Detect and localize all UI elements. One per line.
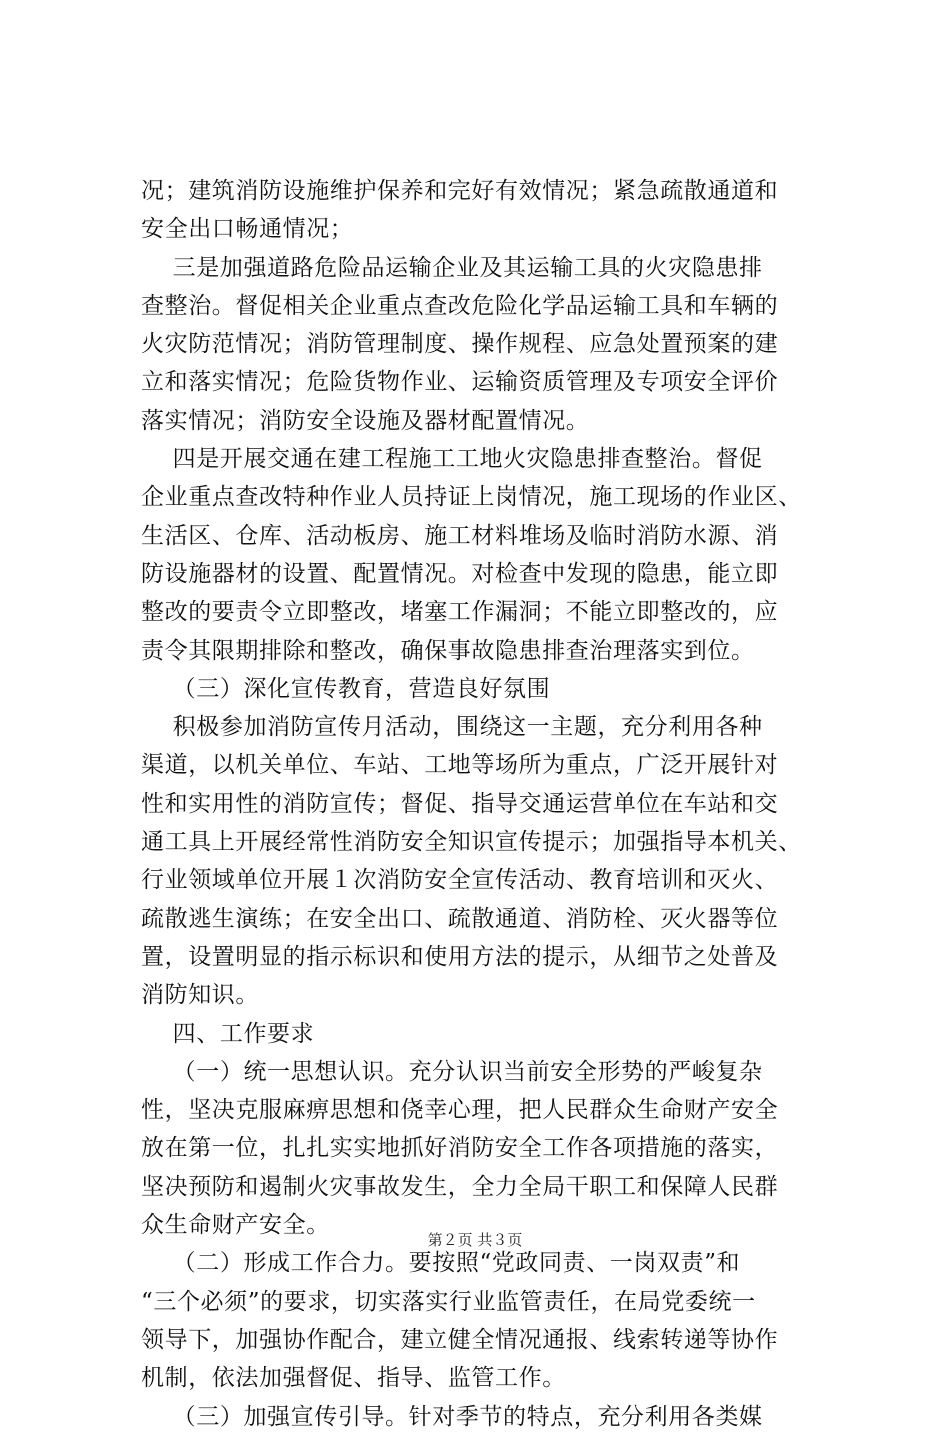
text-line: 企业重点查改特种作业人员持证上岗情况，施工现场的作业区、 (141, 484, 802, 511)
text-line: 领导下，加强协作配合，建立健全情况通报、线索转递等协作 (141, 1326, 779, 1353)
text-line: 行业领域单位开展１次消防安全宣传活动、教育培训和灭火、 (141, 867, 779, 894)
text-line: （一）统一思想认识。充分认识当前安全形势的严峻复杂 (141, 1058, 763, 1085)
text-line: 坚决预防和遏制火灾事故发生，全力全局干职工和保障人民群 (141, 1173, 779, 1200)
text-line: 安全出口畅通情况； (141, 216, 354, 243)
text-line: 放在第一位，扎扎实实地抓好消防安全工作各项措施的落实， (141, 1135, 779, 1162)
text-line: 整改的要责令立即整改，堵塞工作漏洞；不能立即整改的，应 (141, 599, 779, 626)
text-line: 生活区、仓库、活动板房、施工材料堆场及临时消防水源、消 (141, 522, 779, 549)
page-footer: 第２页 共３页 (427, 1231, 523, 1249)
text-line: 积极参加消防宣传月活动，围绕这一主题，充分利用各种 (141, 714, 763, 741)
text-line: 立和落实情况；危险货物作业、运输资质管理及专项安全评价 (141, 369, 779, 396)
text-line: 置，设置明显的指示标识和使用方法的提示，从细节之处普及 (141, 943, 779, 970)
text-line: （三）加强宣传引导。针对季节的特点，充分利用各类媒 (141, 1403, 763, 1430)
text-line: 机制，依法加强督促、指导、监管工作。 (141, 1365, 566, 1392)
text-line: 性，坚决克服麻痹思想和侥幸心理，把人民群众生命财产安全 (141, 1097, 779, 1124)
text-line: 查整治。督促相关企业重点查改危险化学品运输工具和车辆的 (141, 292, 779, 319)
text-line: 渠道，以机关单位、车站、工地等场所为重点，广泛开展针对 (141, 752, 779, 779)
text-line: 责令其限期排除和整改，确保事故隐患排查治理落实到位。 (141, 637, 755, 664)
text-line: 火灾防范情况；消防管理制度、操作规程、应急处置预案的建 (141, 331, 779, 358)
text-line: 消防知识。 (141, 982, 259, 1009)
text-line: 落实情况；消防安全设施及器材配置情况。 (141, 407, 590, 434)
text-line: 通工具上开展经常性消防安全知识宣传提示；加强指导本机关、 (141, 829, 802, 856)
text-line: 防设施器材的设置、配置情况。对检查中发现的隐患，能立即 (141, 560, 779, 587)
text-line: 四、工作要求 (141, 1020, 315, 1047)
text-line: 众生命财产安全。 (141, 1212, 330, 1239)
text-line: （二）形成工作合力。要按照“党政同责、一岗双责”和 (141, 1250, 741, 1277)
text-line: 四是开展交通在建工程施工工地火灾隐患排查整治。督促 (141, 446, 763, 473)
text-line: 性和实用性的消防宣传；督促、指导交通运营单位在车站和交 (141, 790, 779, 817)
text-line: 疏散逃生演练；在安全出口、疏散通道、消防栓、灭火器等位 (141, 905, 779, 932)
text-line: “三个必须”的要求，切实落实行业监管责任，在局党委统一 (141, 1288, 756, 1315)
text-line: 况；建筑消防设施维护保养和完好有效情况；紧急疏散通道和 (141, 178, 779, 204)
text-line: （三）深化宣传教育，营造良好氛围 (141, 675, 551, 702)
text-line: 三是加强道路危险品运输企业及其运输工具的火灾隐患排 (141, 254, 763, 281)
